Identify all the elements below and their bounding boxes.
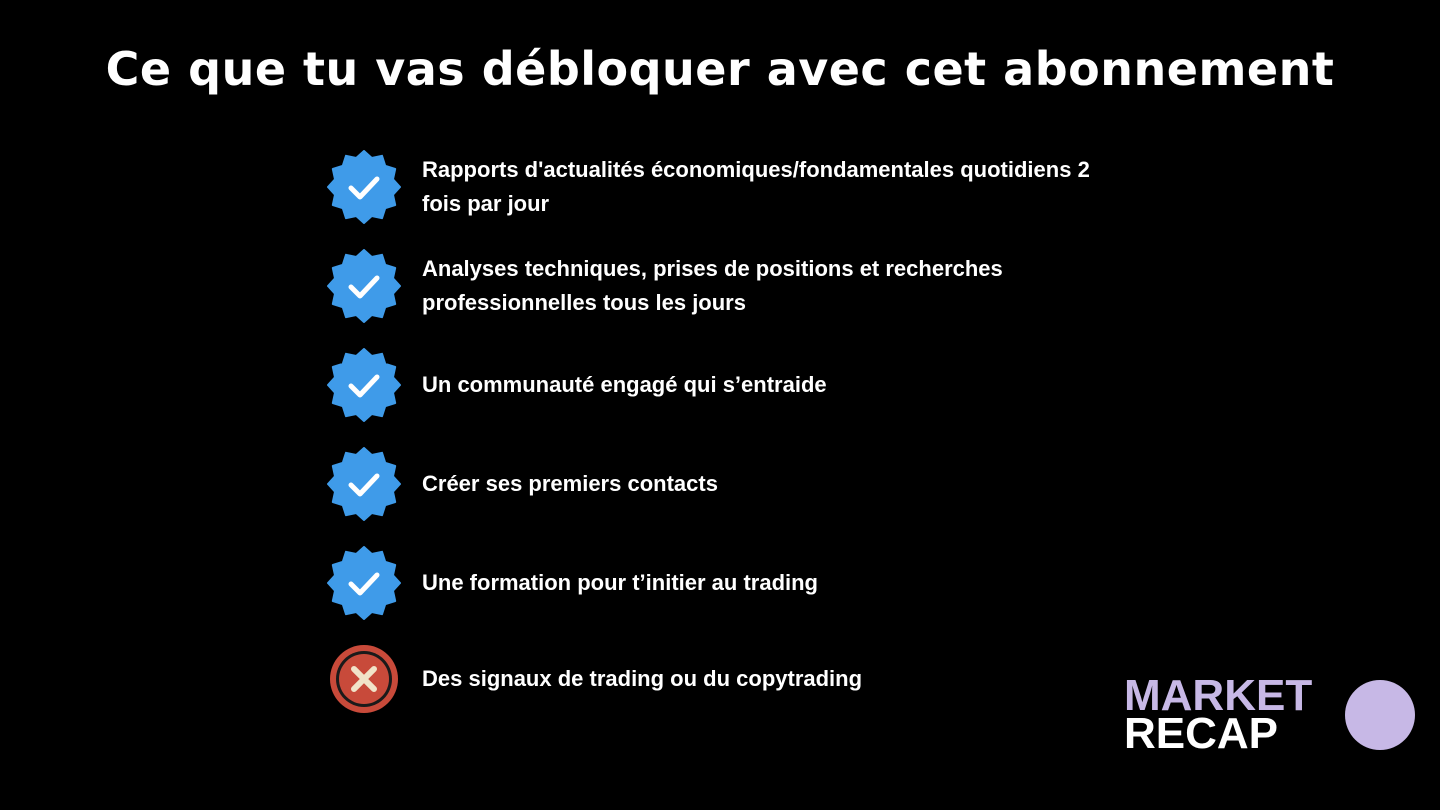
feature-item-no-signals <box>327 642 1107 716</box>
verified-check-icon <box>327 348 401 422</box>
feature-item-contacts <box>327 447 1107 521</box>
page-title: Ce que tu vas débloquer avec cet abonnement <box>105 42 1335 96</box>
feature-item-community <box>327 348 1107 422</box>
feature-item-training <box>327 546 1107 620</box>
feature-text: Un communauté engagé qui s’entraide <box>422 372 827 397</box>
brand-logo-line-market: MARKET <box>1124 671 1313 720</box>
feature-text: Des signaux de trading ou du copytrading <box>422 666 863 691</box>
brand-dot-icon <box>1345 680 1415 750</box>
feature-item-daily-reports <box>327 150 1107 224</box>
cross-circle-icon <box>327 642 401 716</box>
feature-text: Analyses techniques, prises de positions et recherches professionnelles tous les jours <box>422 256 1003 315</box>
brand-logo-line-recap: RECAP <box>1124 709 1279 758</box>
feature-text: Une formation pour t’initier au trading <box>422 570 818 595</box>
verified-check-icon <box>327 447 401 521</box>
verified-check-icon <box>327 150 401 224</box>
feature-text: Rapports d'actualités économiques/fondamentales quotidiens 2 fois par jour <box>422 157 1090 216</box>
verified-check-icon <box>327 249 401 323</box>
feature-item-technical-analysis <box>327 249 1107 323</box>
feature-text: Créer ses premiers contacts <box>422 471 718 496</box>
verified-check-icon <box>327 546 401 620</box>
